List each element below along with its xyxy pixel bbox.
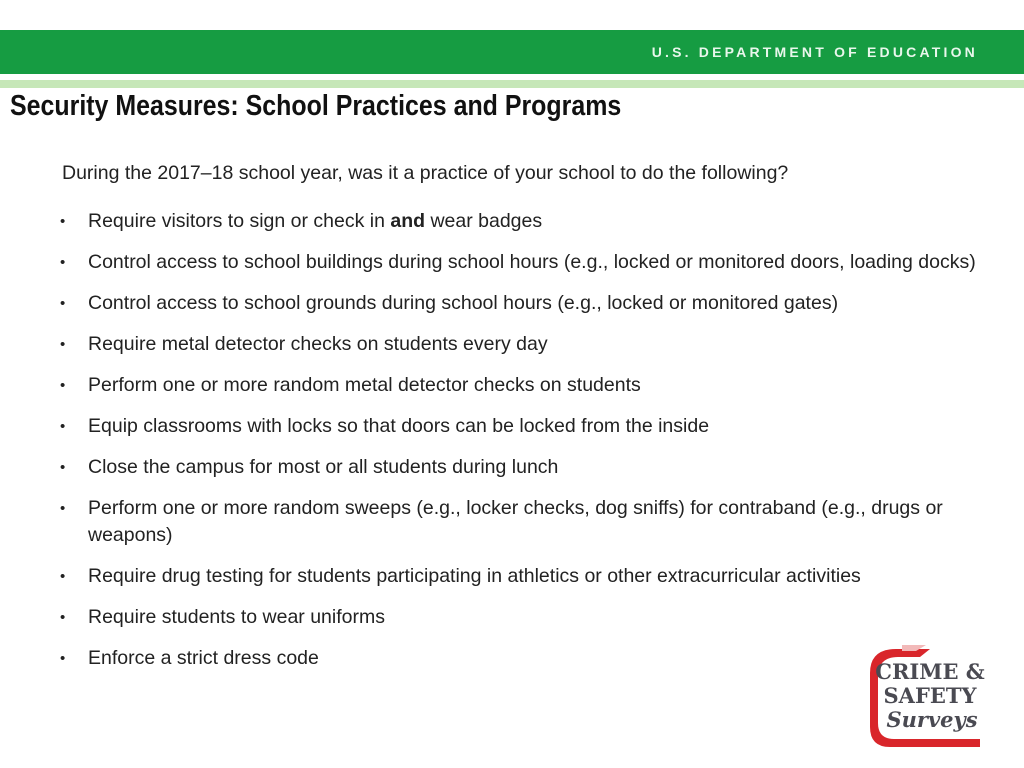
bullet-icon: • bbox=[60, 459, 66, 476]
bullet-icon: • bbox=[60, 213, 66, 230]
bullet-icon: • bbox=[60, 609, 66, 626]
bullet-icon: • bbox=[60, 500, 66, 517]
intro-question: During the 2017–18 school year, was it a practice of your school to do the following? bbox=[62, 162, 789, 184]
list-item: • Enforce a strict dress code bbox=[58, 645, 1008, 672]
bullet-icon: • bbox=[60, 377, 66, 394]
bullet-icon: • bbox=[60, 568, 66, 585]
list-item: • Control access to school buildings during school hours (e.g., locked or monitored doors, loading docks) bbox=[58, 249, 1008, 276]
logo-line-2: SAFETY bbox=[883, 683, 977, 708]
bullet-icon: • bbox=[60, 650, 66, 667]
crime-safety-surveys-logo bbox=[868, 643, 988, 751]
bullet-icon: • bbox=[60, 295, 66, 312]
list-item: • Equip classrooms with locks so that doors can be locked from the inside bbox=[58, 413, 1008, 440]
logo-line-1: CRIME & bbox=[875, 659, 985, 684]
emphasis-and: and bbox=[390, 210, 426, 232]
header-band bbox=[0, 30, 1024, 74]
list-item: • Perform one or more random sweeps (e.g., locker checks, dog sniffs) for contraband (e.g., drugs or weapons) bbox=[60, 497, 943, 546]
list-item: • Close the campus for most or all students during lunch bbox=[58, 454, 1008, 481]
header-stripe bbox=[0, 80, 1024, 88]
practice-list bbox=[58, 208, 1008, 686]
list-item: • Control access to school grounds during school hours (e.g., locked or monitored gates) bbox=[58, 290, 1008, 317]
list-item: • Require drug testing for students participating in athletics or other extracurricular activities bbox=[58, 563, 1008, 590]
department-label: U.S. DEPARTMENT OF EDUCATION bbox=[651, 44, 978, 60]
list-item: • Require visitors to sign or check in and wear badges bbox=[58, 208, 1008, 235]
bullet-icon: • bbox=[60, 254, 66, 271]
logo-line-3: Surveys bbox=[886, 707, 978, 732]
top-margin bbox=[0, 0, 1024, 30]
bullet-icon: • bbox=[60, 418, 66, 435]
bullet-icon: • bbox=[60, 336, 66, 353]
page-title: Security Measures: School Practices and Programs bbox=[10, 90, 622, 122]
list-item: • Require metal detector checks on students every day bbox=[58, 331, 1008, 358]
list-item: • Perform one or more random metal detector checks on students bbox=[58, 372, 1008, 399]
list-item: • Require students to wear uniforms bbox=[58, 604, 1008, 631]
